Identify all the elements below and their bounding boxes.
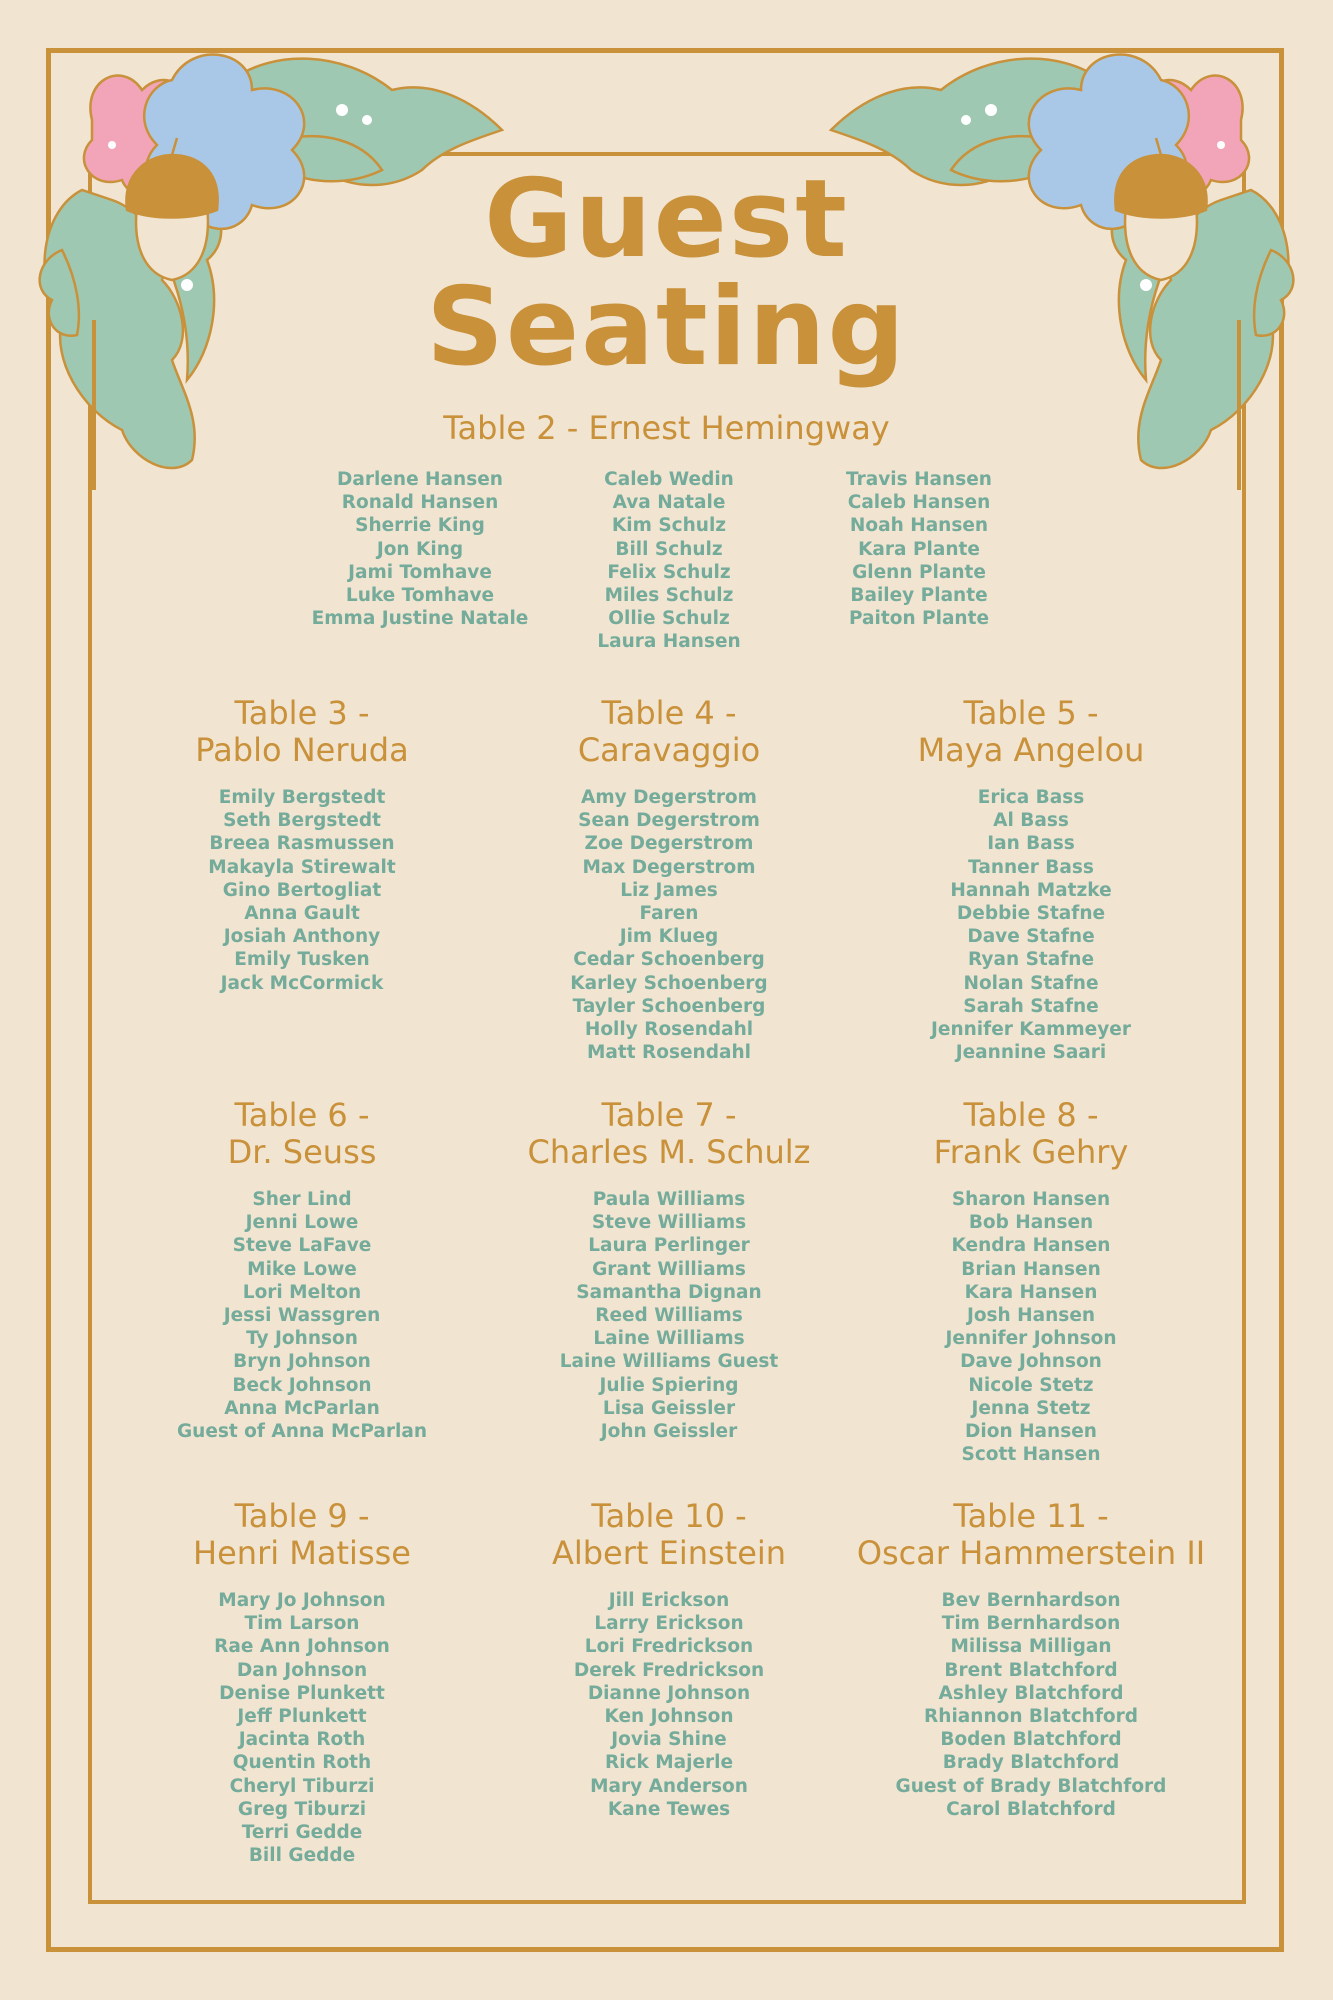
guest-name: Bill Schulz — [615, 538, 723, 560]
guest-name: Paiton Plante — [849, 608, 989, 630]
guest-name: Caleb Wedin — [604, 469, 734, 490]
guest-name: Darlene Hansen — [337, 469, 503, 490]
table-6-guest-list — [152, 1188, 452, 1443]
guest-name: Sharon Hansen — [951, 1189, 1111, 1210]
guest-name: Ty Johnson — [246, 1328, 358, 1350]
guest-name: Jack McCormick — [220, 972, 384, 994]
guest-name: Laine Williams Guest — [559, 1351, 779, 1373]
guest-name: Caleb Hansen — [847, 492, 991, 514]
guest-name: Ryan Stafne — [968, 949, 1094, 971]
table-4-guest-list — [519, 786, 819, 1064]
page-title-seating: Seating — [426, 265, 907, 390]
guest-name: Guest of Anna McParlan — [176, 1421, 428, 1443]
guest-name: John Geissler — [600, 1421, 738, 1443]
guest-name: Steve Williams — [591, 1212, 747, 1234]
guest-name: Glenn Plante — [852, 561, 986, 583]
guest-name: Seth Bergstedt — [223, 810, 381, 832]
guest-name: Dave Stafne — [967, 926, 1095, 948]
guest-name: Debbie Stafne — [956, 903, 1106, 925]
table-4-heading-number: Table 4 - — [601, 694, 737, 732]
table-8-guest-list — [881, 1188, 1181, 1466]
guest-name: Max Degerstrom — [582, 856, 756, 878]
guest-name: Emily Tusken — [234, 949, 370, 971]
guest-name: Greg Tiburzi — [237, 1798, 367, 1820]
guest-name: Jovia Shine — [611, 1729, 727, 1751]
guest-name: Liz James — [620, 879, 718, 901]
guest-name: Samantha Dignan — [576, 1281, 762, 1303]
table-6-heading-name: Dr. Seuss — [227, 1133, 377, 1171]
guest-name: Breea Rasmussen — [209, 833, 395, 855]
guest-name: Tim Larson — [244, 1613, 360, 1635]
guest-name: Ava Natale — [612, 492, 726, 514]
table-8-heading-name: Frank Gehry — [933, 1133, 1129, 1171]
guest-name: Lisa Geissler — [602, 1397, 736, 1419]
guest-name: Rae Ann Johnson — [214, 1636, 390, 1658]
guest-name: Lori Fredrickson — [584, 1636, 754, 1658]
table-2-heading: Table 2 - Ernest Hemingway — [443, 409, 890, 447]
guest-name: Josh Hansen — [966, 1305, 1096, 1327]
guest-name: Dave Johnson — [960, 1351, 1102, 1373]
guest-name: Carol Blatchford — [946, 1798, 1116, 1820]
table-6-heading-number: Table 6 - — [234, 1096, 370, 1134]
guest-name: Travis Hansen — [846, 469, 992, 490]
guest-name: Sarah Stafne — [963, 995, 1099, 1017]
guest-name: Jeannine Saari — [955, 1042, 1107, 1064]
guest-name: Anna McParlan — [224, 1397, 380, 1419]
guest-name: Jenna Stetz — [971, 1397, 1091, 1419]
table-11-guest-list — [881, 1589, 1181, 1821]
guest-name: Dan Johnson — [236, 1659, 368, 1681]
table-11-heading-name: Oscar Hammerstein II — [856, 1534, 1206, 1572]
guest-name: Mike Lowe — [247, 1258, 357, 1280]
guest-name: Guest of Brady Blatchford — [895, 1775, 1167, 1797]
guest-name: Rick Majerle — [604, 1752, 734, 1774]
guest-name: Jon King — [376, 538, 464, 560]
guest-name: Tanner Bass — [968, 856, 1094, 878]
guest-name: Nolan Stafne — [963, 972, 1099, 994]
table-9-heading-name: Henri Matisse — [193, 1534, 411, 1572]
guest-name: Sean Degerstrom — [578, 810, 760, 832]
guest-name: Julie Spiering — [599, 1374, 739, 1396]
guest-name: Kara Plante — [858, 538, 980, 560]
guest-name: Karley Schoenberg — [570, 972, 768, 994]
guest-name: Laura Perlinger — [588, 1235, 750, 1257]
guest-name: Lori Melton — [242, 1281, 362, 1303]
guest-name: Faren — [639, 903, 699, 925]
guest-name: Tayler Schoenberg — [572, 995, 766, 1017]
guest-name: Ronald Hansen — [341, 492, 499, 514]
guest-name: Kim Schulz — [611, 515, 727, 537]
page-title-guest: Guest — [484, 157, 849, 282]
guest-name: Kara Hansen — [964, 1281, 1098, 1303]
guest-name: Mary Jo Johnson — [218, 1590, 386, 1611]
guest-name: Brady Blatchford — [942, 1752, 1120, 1774]
guest-name: Hannah Matzke — [950, 879, 1112, 901]
guest-name: Al Bass — [993, 810, 1069, 832]
guest-name: Emma Justine Natale — [311, 608, 529, 630]
guest-name: Kendra Hansen — [951, 1235, 1111, 1257]
guest-name: Bob Hansen — [968, 1212, 1094, 1234]
guest-name: Sher Lind — [252, 1189, 352, 1210]
table-5-heading-number: Table 5 - — [963, 694, 1099, 732]
guest-name: Jim Klueg — [619, 926, 719, 948]
guest-name: Gino Bertogliat — [222, 879, 382, 901]
guest-name: Tim Bernhardson — [941, 1613, 1121, 1635]
guest-name: Paula Williams — [592, 1189, 746, 1210]
guest-name: Jami Tomhave — [348, 561, 492, 583]
guest-name: Jacinta Roth — [238, 1729, 366, 1751]
table-5-guest-list — [881, 786, 1181, 1064]
guest-name: Dianne Johnson — [587, 1682, 751, 1704]
table-7-heading-number: Table 7 - — [601, 1096, 737, 1134]
guest-name: Ian Bass — [987, 833, 1075, 855]
guest-name: Bill Gedde — [248, 1845, 356, 1867]
guest-name: Steve LaFave — [232, 1235, 372, 1257]
guest-name: Derek Fredrickson — [573, 1659, 765, 1681]
guest-name: Jennifer Johnson — [945, 1328, 1117, 1350]
table-7-guest-list — [519, 1188, 819, 1443]
guest-name: Laine Williams — [593, 1328, 745, 1350]
table-3-guest-list — [152, 786, 452, 995]
guest-name: Brent Blatchford — [944, 1659, 1118, 1681]
table-3-heading-number: Table 3 - — [234, 694, 370, 732]
guest-name: Reed Williams — [595, 1305, 743, 1327]
table-3-heading-name: Pablo Neruda — [195, 731, 409, 769]
guest-name: Brian Hansen — [961, 1258, 1101, 1280]
guest-name: Grant Williams — [592, 1258, 746, 1280]
guest-name: Erica Bass — [977, 787, 1085, 808]
guest-name: Sherrie King — [355, 515, 485, 537]
guest-name: Cedar Schoenberg — [573, 949, 765, 971]
guest-name: Luke Tomhave — [345, 585, 495, 607]
guest-name: Dion Hansen — [965, 1421, 1097, 1443]
guest-name: Denise Plunkett — [219, 1682, 385, 1704]
table-7-heading-name: Charles M. Schulz — [527, 1133, 811, 1171]
guest-name: Terri Gedde — [241, 1822, 363, 1844]
guest-name: Zoe Degerstrom — [584, 833, 754, 855]
table-4-heading-name: Caravaggio — [577, 731, 761, 769]
guest-name: Scott Hansen — [961, 1444, 1101, 1466]
guest-name: Jenni Lowe — [245, 1212, 359, 1234]
guest-name: Nicole Stetz — [968, 1374, 1094, 1396]
guest-name: Amy Degerstrom — [581, 787, 757, 808]
guest-name: Laura Hansen — [597, 631, 741, 653]
guest-name: Holly Rosendahl — [584, 1019, 754, 1041]
guest-name: Milissa Milligan — [950, 1636, 1112, 1658]
guest-name: Ashley Blatchford — [938, 1682, 1124, 1704]
table-2-guest-list-col3 — [769, 468, 1069, 630]
guest-name: Jeff Plunkett — [237, 1706, 367, 1728]
guest-name: Josiah Anthony — [223, 926, 381, 948]
table-9-heading-number: Table 9 - — [234, 1497, 370, 1535]
guest-name: Noah Hansen — [849, 515, 989, 537]
guest-name: Jessi Wassgren — [223, 1305, 381, 1327]
guest-name: Matt Rosendahl — [587, 1042, 751, 1064]
table-5-heading-name: Maya Angelou — [917, 731, 1145, 769]
guest-name: Ollie Schulz — [608, 608, 730, 630]
table-8-heading-number: Table 8 - — [963, 1096, 1099, 1134]
table-11-heading-number: Table 11 - — [953, 1497, 1109, 1535]
guest-name: Miles Schulz — [604, 585, 734, 607]
guest-name: Ken Johnson — [604, 1706, 734, 1728]
table-9-guest-list — [152, 1589, 452, 1867]
table-10-heading-name: Albert Einstein — [551, 1534, 787, 1572]
guest-name: Bryn Johnson — [233, 1351, 371, 1373]
guest-name: Cheryl Tiburzi — [229, 1775, 375, 1797]
table-10-heading-number: Table 10 - — [591, 1497, 747, 1535]
table-10-guest-list — [519, 1589, 819, 1821]
guest-name: Bev Bernhardson — [941, 1590, 1121, 1611]
guest-name: Makayla Stirewalt — [208, 856, 396, 878]
guest-name: Kane Tewes — [607, 1798, 731, 1820]
guest-name: Quentin Roth — [232, 1752, 372, 1774]
guest-name: Jill Erickson — [608, 1590, 730, 1611]
guest-name: Mary Anderson — [590, 1775, 748, 1797]
guest-name: Felix Schulz — [607, 561, 731, 583]
guest-name: Jennifer Kammeyer — [931, 1019, 1131, 1041]
guest-name: Anna Gault — [244, 903, 360, 925]
guest-name: Boden Blatchford — [940, 1729, 1122, 1751]
guest-name: Emily Bergstedt — [218, 787, 386, 808]
guest-name: Beck Johnson — [232, 1374, 372, 1396]
guest-name: Bailey Plante — [850, 585, 988, 607]
guest-name: Larry Erickson — [594, 1613, 744, 1635]
guest-name: Rhiannon Blatchford — [924, 1706, 1138, 1728]
